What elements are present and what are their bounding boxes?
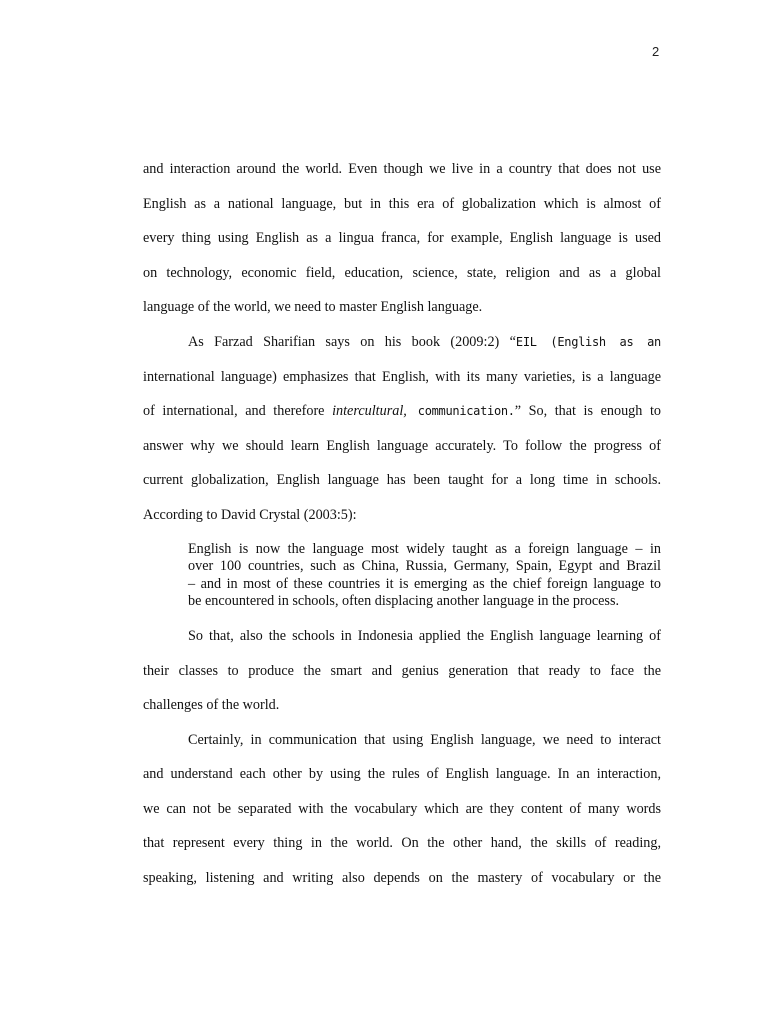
quote-line: be encountered in schools, often displacing another language in the process. (188, 593, 620, 610)
text-line: every thing using English as a lingua franca, for example, English language is used (143, 230, 661, 247)
text-line (143, 325, 661, 360)
paragraph-1 (143, 152, 661, 325)
quote-line: English is now the language most widely taught as a foreign language – in (188, 540, 661, 557)
block-quote (188, 535, 661, 617)
body-text (143, 152, 661, 896)
text-line: English as a national language, but in this era of globalization which is almost of (143, 195, 661, 212)
paragraph-2 (143, 325, 661, 533)
text-line: answer why we should learn English language accurately. To follow the progress of (143, 437, 661, 454)
text-line: on technology, economic field, education, science, state, religion and as a global (143, 264, 661, 281)
page-number: 2 (652, 44, 660, 59)
text-fragment: As Farzad Sharifian says on his book (2009:2) “ (188, 333, 516, 350)
text-line: So that, also the schools in Indonesia applied the English language learning of (188, 627, 661, 644)
quote-line: – and in most of these countries it is emerging as the chief foreign language to (188, 575, 661, 592)
text-line: and understand each other by using the rules of English language. In an interaction, (143, 766, 661, 783)
text-line (143, 394, 661, 429)
quoted-term: communication. (406, 404, 515, 419)
text-line: language of the world, we need to master English language. (143, 299, 483, 316)
text-line: that represent every thing in the world. On the other hand, the skills of reading, (143, 835, 661, 852)
quote-line: over 100 countries, such as China, Russia, Germany, Spain, Egypt and Brazil (188, 558, 661, 575)
text-fragment: of international, and therefore (143, 403, 333, 420)
text-line: their classes to produce the smart and genius generation that ready to face the (143, 662, 661, 679)
text-line: and interaction around the world. Even though we live in a country that does not use (143, 161, 661, 177)
text-line: current globalization, English language has been taught for a long time in schools. (143, 472, 661, 489)
text-fragment: ” So, that is enough to (514, 403, 661, 420)
text-line: According to David Crystal (2003:5): (143, 506, 357, 523)
paragraph-3 (143, 619, 661, 723)
italic-term: intercultural, (332, 403, 407, 420)
text-line: speaking, listening and writing also depends on the mastery of vocabulary or the (143, 870, 661, 887)
paragraph-4 (143, 723, 661, 896)
text-line: challenges of the world. (143, 697, 280, 714)
text-line: we can not be separated with the vocabulary which are they content of many words (143, 800, 661, 817)
text-line: Certainly, in communication that using English language, we need to interact (188, 731, 661, 748)
quoted-term: EIL (English as an (515, 334, 661, 349)
text-line: international language) emphasizes that English, with its many varieties, is a language (143, 368, 661, 385)
